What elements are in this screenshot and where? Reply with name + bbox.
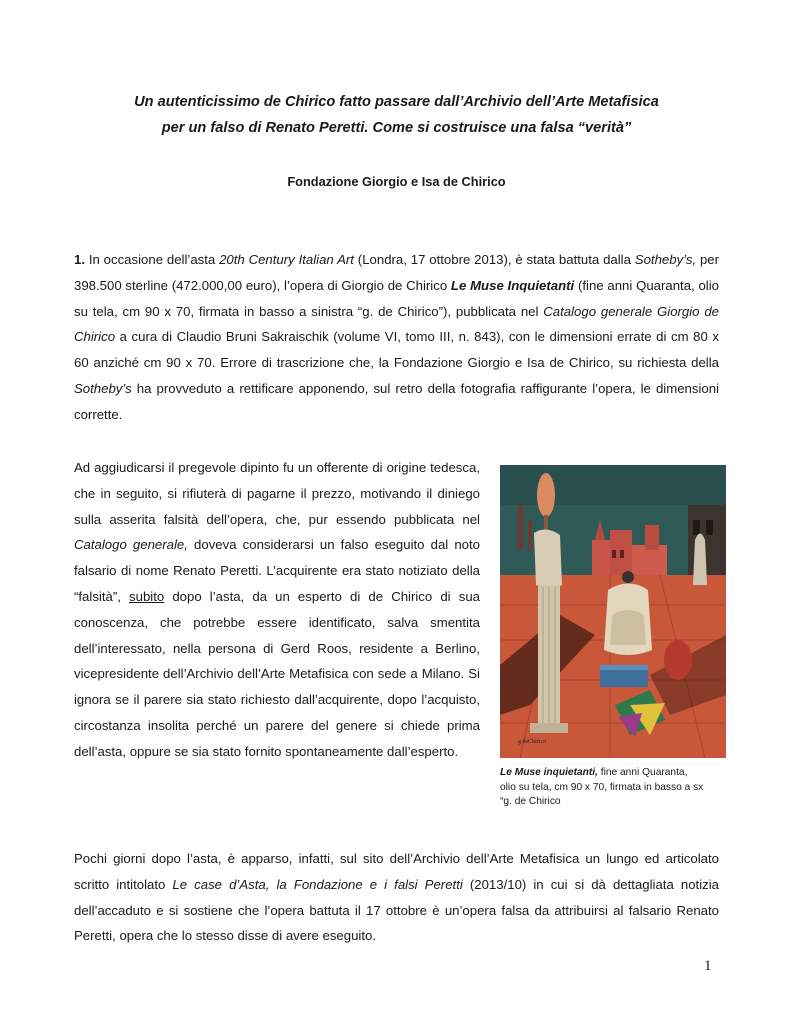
chimney-shape — [528, 520, 532, 550]
text-run: doveva considerarsi un falso eseguito dal noto falsario di nome Renato Peretti. L’acquirente era stato notiziato della “falsità”, — [74, 537, 480, 604]
artwork-title: Le Muse Inquietanti — [450, 277, 575, 293]
title-line-2: per un falso di Renato Peretti. Come si costruisce una falsa “verità” — [161, 120, 632, 136]
italic-run: Le case d’Asta, la Fondazione e i falsi Peretti — [172, 876, 463, 892]
castle-tower — [592, 540, 610, 580]
painting-signature: g.deChirico — [518, 739, 547, 745]
paragraph-2 — [74, 455, 480, 765]
text-run: ha provveduto a rettificare apponendo, sul retro della fotografia raffigurante l’opera, le dimensioni corrette. — [74, 380, 719, 422]
text-run: Pochi giorni dopo l’asta, è apparso, infatti, sul sito dell’Archivio dell’Arte Metafisica un lungo ed articolato scritto intitolato — [74, 851, 719, 892]
red-hatbox — [664, 640, 692, 680]
castle-window — [620, 550, 624, 558]
castle-wall — [632, 545, 667, 580]
text-run: (2013/10) in cui si dà dettagliata notizia dell’accaduto e si sostiene che l’opera battuta il 17 ottobre è un’opera falsa da attribuirsi al falsario Renato Peretti, opera che lo stesso disse di avere eseguito. — [74, 876, 719, 944]
text-run: per 398.500 sterline (472.000,00 euro), l’opera di Giorgio de Chirico — [74, 252, 720, 293]
muse-head — [537, 473, 555, 517]
caption-text: fine anni Quaranta, — [597, 767, 688, 778]
paragraph-number: 1. — [74, 252, 85, 267]
castle-window — [612, 550, 616, 558]
muse-torso — [534, 529, 562, 588]
sky-shade — [500, 465, 726, 505]
caption-line-2: olio su tela, cm 90 x 70, firmata in basso a sx — [500, 781, 704, 793]
author-line: Fondazione Giorgio e Isa de Chirico — [287, 174, 506, 189]
distant-statue — [693, 534, 707, 586]
text-run: Ad aggiudicarsi il pregevole dipinto fu un offerente di origine tedesca, che in seguito, si rifiuterà di pagarne il prezzo, motivando il diniego sulla asserita falsità dell’opera, che, pur essendo pubblicata nel — [74, 460, 480, 527]
italic-run: Catalogo generale, — [74, 537, 188, 553]
text-run: In occasione dell’asta — [85, 252, 220, 267]
caption-line-1 — [500, 766, 730, 781]
text-run: (Londra, 17 ottobre 2013), è stata battuta dalla — [353, 252, 635, 267]
figure-caption — [500, 766, 730, 810]
building-window — [693, 520, 700, 535]
document-title — [74, 89, 719, 141]
blue-box-top — [600, 665, 648, 670]
caption-line-3: “g. de Chirico — [500, 796, 561, 807]
painting-illustration — [500, 465, 726, 758]
underlined-run: subito — [129, 588, 165, 604]
chimney-shape — [518, 505, 523, 550]
seated-muse-head — [622, 571, 634, 583]
text-run: (fine anni Quaranta, olio su tela, cm 90 x 70, firmata in basso a sinistra “g. de Chirico”), pubblicata nel — [74, 277, 719, 319]
italic-run: Catalogo generale Giorgio de Chirico — [74, 303, 719, 345]
text-run: a cura di Claudio Bruni Sakraischik (volume VI, tomo III, n. 843), con le dimensioni errate di cm 80 x 60 anziché cm 90 x 70. Errore di trascrizione che, la Fondazione Giorgio e Isa de Chirico, su richiesta della — [74, 329, 719, 371]
italic-run: Sotheby’s, — [634, 252, 697, 267]
text-run: dopo l’asta, da un esperto di de Chirico di sua conoscenza, che potrebbe essere identificato, salva smentita dell’interessato, nella persona di Gerd Roos, residente a Berlino, vicepresidente dell’Archivio dell’Arte Metafisica con sede a Milano. Si ignora se il parere sia stato richiesto dall’acquirente, dopo l’acquisto, circostanza insolita perché un parere del genere si chiede prima dell’asta, oppure se sia stato fornito spontaneamente dall’esperto. — [74, 588, 480, 759]
muse-base — [530, 723, 568, 733]
seated-muse-fold — [610, 610, 646, 645]
page-number: 1 — [704, 958, 712, 974]
castle-tower — [645, 525, 659, 550]
paragraph-1 — [74, 247, 719, 428]
title-line-1: Un autenticissimo de Chirico fatto passare dall’Archivio dell’Arte Metafisica — [134, 94, 659, 110]
caption-title: Le Muse inquietanti, — [500, 767, 598, 778]
italic-run: 20th Century Italian Art — [219, 252, 354, 267]
building-window — [706, 520, 713, 535]
italic-run: Sotheby’s — [74, 380, 132, 396]
paragraph-3 — [74, 846, 719, 949]
painting-image — [500, 465, 726, 758]
